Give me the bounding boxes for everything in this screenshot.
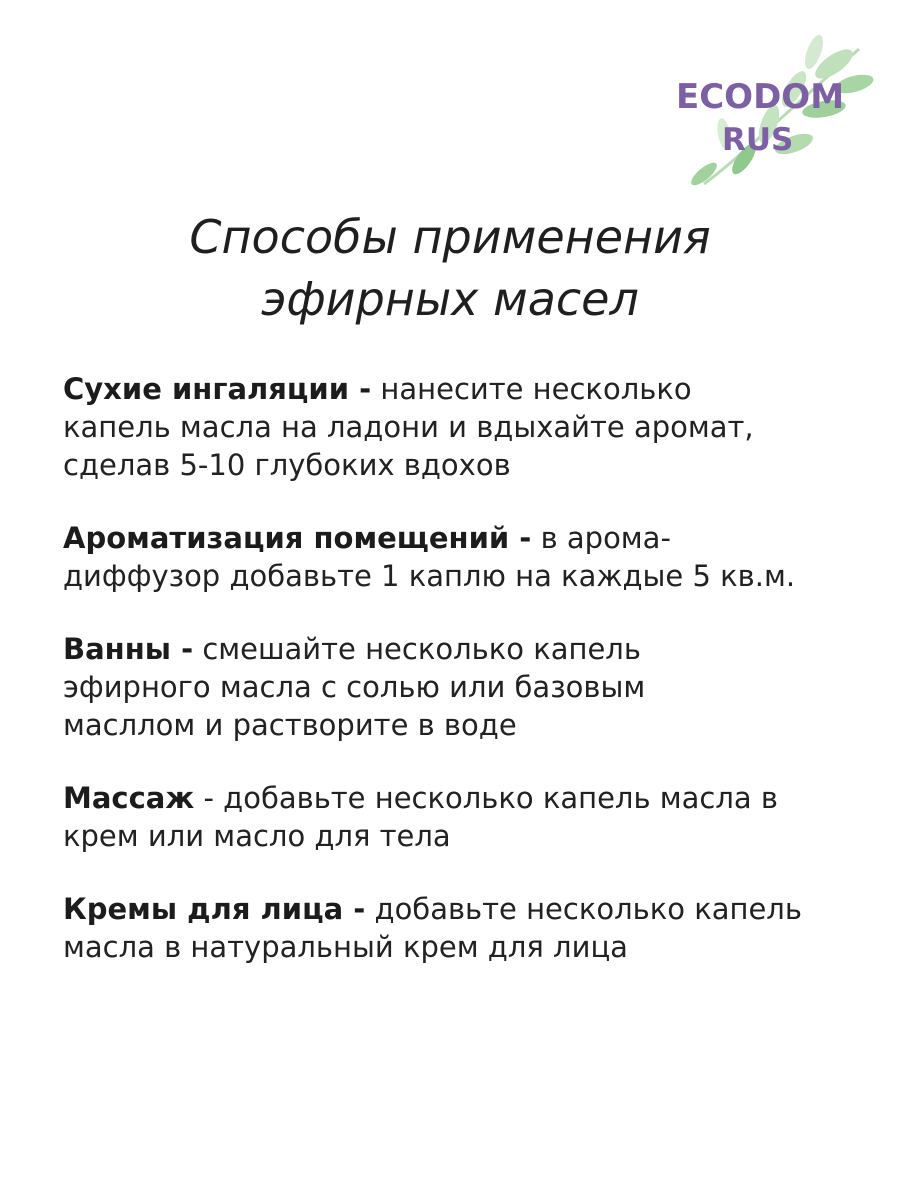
item-line	[63, 890, 853, 928]
usage-description: сделав 5-10 глубоких вдохов	[63, 448, 511, 482]
usage-term: Ванны -	[63, 632, 194, 666]
usage-description: нанесите несколько	[371, 372, 692, 406]
usage-list	[63, 370, 853, 1001]
item-line	[63, 630, 853, 668]
logo-line-2: RUS	[722, 122, 794, 158]
usage-item-room-aroma	[63, 519, 853, 595]
usage-item-baths	[63, 630, 853, 744]
usage-description: смешайте несколько капель	[193, 632, 641, 666]
usage-description: в арома-	[531, 521, 671, 555]
usage-term: Сухие ингаляции -	[63, 372, 372, 406]
usage-description: диффузор добавьте 1 каплю на каждые 5 кв.м.	[63, 559, 796, 593]
usage-term: Кремы для лица -	[63, 892, 366, 926]
logo-line-1: ECODOM	[676, 77, 845, 117]
item-line	[63, 370, 853, 408]
usage-description: крем или масло для тела	[63, 819, 451, 853]
usage-description: добавьте несколько капель	[365, 892, 802, 926]
usage-item-dry-inhalation	[63, 370, 853, 484]
usage-description: масллом и растворите в воде	[63, 708, 517, 742]
usage-term: Ароматизация помещений -	[63, 521, 532, 555]
usage-term: Массаж	[63, 781, 195, 815]
usage-description: - добавьте несколько капель масла в	[194, 781, 778, 815]
page-title	[0, 206, 900, 330]
usage-description: масла в натуральный крем для лица	[63, 930, 628, 964]
brand-logo	[664, 34, 884, 194]
usage-item-face-creams	[63, 890, 853, 966]
item-line	[63, 779, 853, 817]
title-line-1: Способы применения	[189, 210, 711, 264]
usage-description: капель масла на ладони и вдыхайте аромат,	[63, 410, 754, 444]
usage-item-massage	[63, 779, 853, 855]
usage-description: эфирного масла с солью или базовым	[63, 670, 646, 704]
logo-wordmark	[664, 34, 884, 194]
item-line	[63, 519, 853, 557]
title-line-2: эфирных масел	[261, 272, 639, 326]
